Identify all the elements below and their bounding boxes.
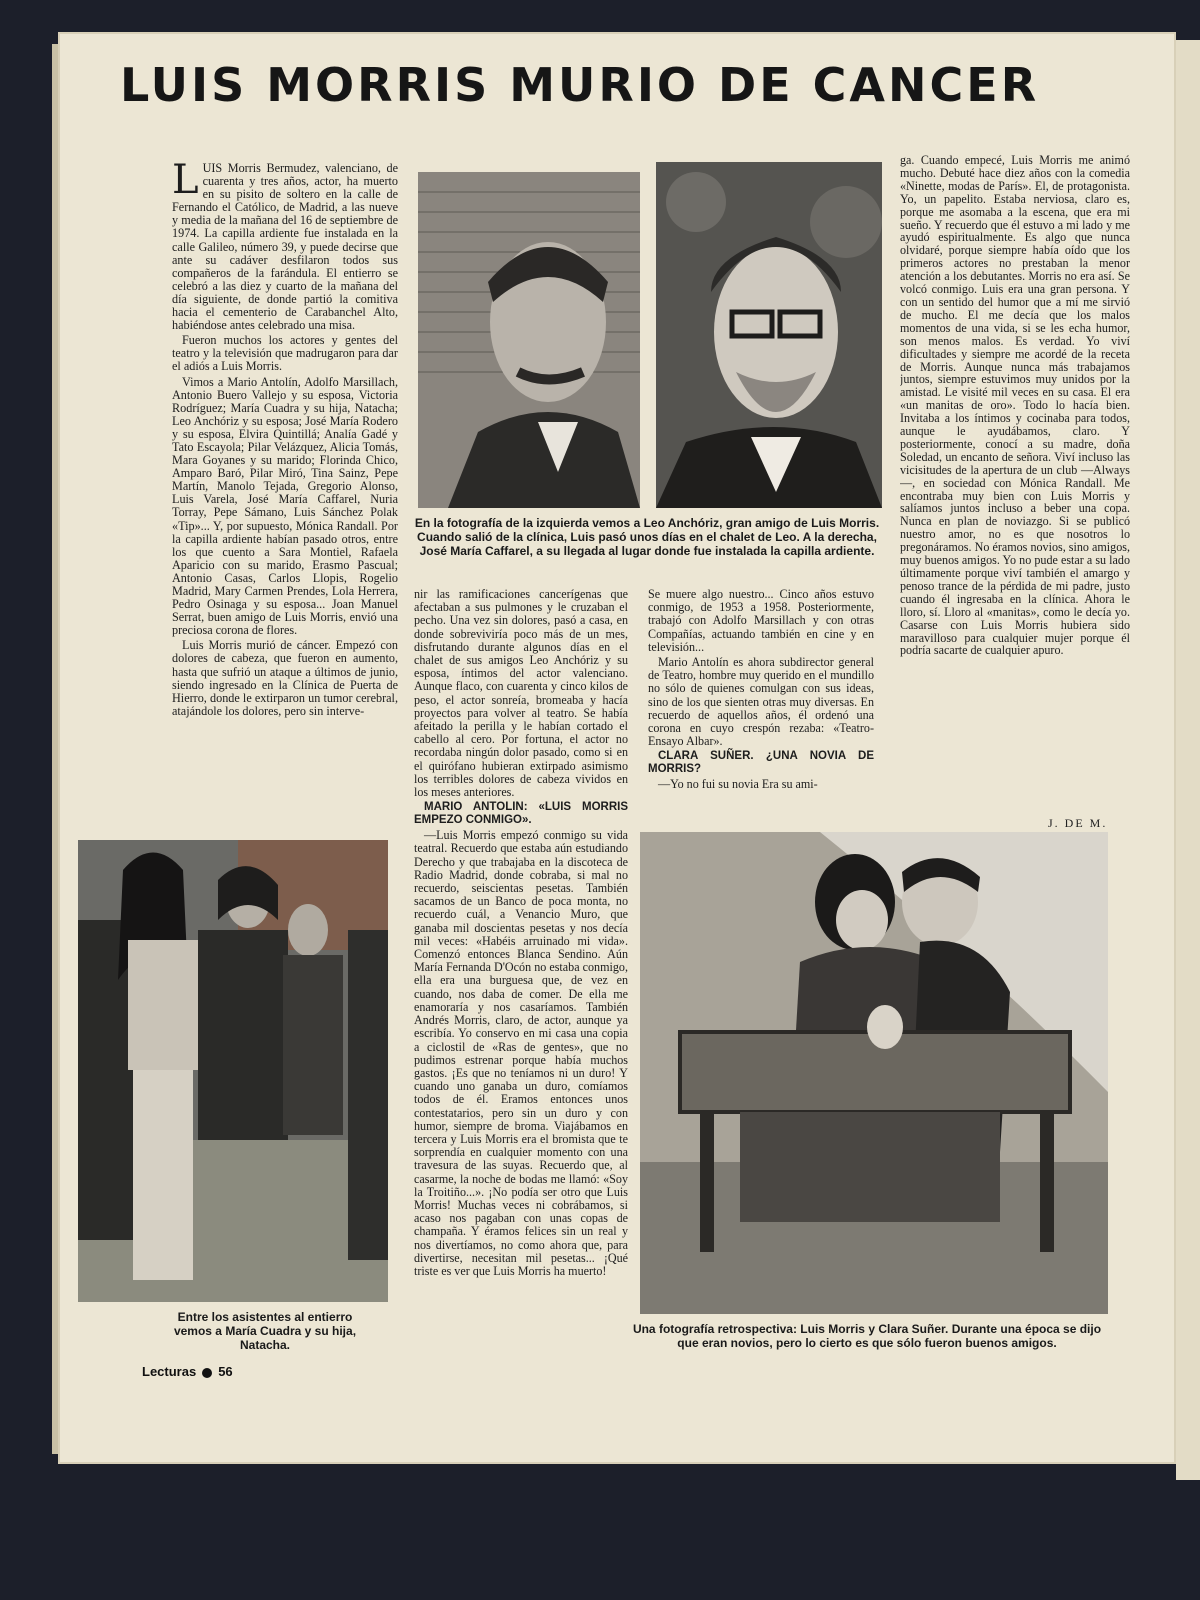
article-paragraph: Luis Morris murió de cáncer. Empezó con dolores de cabeza, que fueron en aumento, hasta que sufrió un ataque a últimos de junio, siendo ingresado en la Clínica de Puerta de Hierro, donde le extirparon un tumor cerebral, atajándole los dolores, pero sin interve- bbox=[172, 638, 398, 718]
caption-retrospective-photo: Una fotografía retrospectiva: Luis Morris y Clara Suñer. Durante una época se dijo que eran novios, pero lo cierto es que sólo fueron buenos amigos. bbox=[632, 1322, 1102, 1350]
page-number: 56 bbox=[218, 1364, 233, 1379]
photo-luis-morris-clara-suner bbox=[640, 832, 1108, 1314]
dropcap: L bbox=[172, 162, 199, 203]
article-column-2 bbox=[414, 588, 628, 1368]
subhead-clara-suner: CLARA SUÑER. ¿UNA NOVIA DE MORRIS? bbox=[648, 750, 874, 776]
article-paragraph: Fueron muchos los actores y gentes del teatro y la televisión que madrugaron para dar el adiós a Luis Morris. bbox=[172, 333, 398, 374]
headline: LUIS MORRIS MURIO DE CANCER bbox=[120, 58, 1040, 112]
caption-top-photos: En la fotografía de la izquierda vemos a Leo Anchóriz, gran amigo de Luis Morris. Cuando salió de la clínica, Luis pasó unos días en el chalet de Leo. A la derecha, José María Caffarel, a su llegada al lugar donde fue instalada la capilla ardiente. bbox=[414, 516, 880, 558]
page-footer bbox=[142, 1364, 233, 1379]
article-paragraph: —Yo no fui su novia Era su ami- bbox=[658, 777, 818, 792]
byline: J. DE M. bbox=[1048, 816, 1108, 830]
article-column-4 bbox=[900, 154, 1130, 804]
photo-jose-maria-caffarel bbox=[656, 162, 882, 508]
article-column-3 bbox=[648, 588, 874, 828]
caption-funeral-attendees: Entre los asistentes al entierro vemos a María Cuadra y su hija, Natacha. bbox=[173, 1310, 357, 1352]
article-paragraph: —Luis Morris empezó conmigo su vida teatral. Recuerdo que estaba aún estudiando Derecho y que trabajaba en la discoteca de Radio Madrid, donde cobraba, si mal no recuerdo, seiscientas pesetas. También sacamos de un Banco de poca monta, no recuerdo cuál, a Venancio Muro, que ganaba mil doscientas pesetas y nos decía mil veces: «Habéis arruinado mi vida». Comenzó entonces Blanca Sendino. Aún María Fernanda D'Ocón no estaba conmigo, ella era una burguesa que, de vez en cuando, nos daba de comer. De ella me enamoraría y nos casaríamos. También Andrés Morris, claro, de actor, aunque ya escribía. Yo conservo en mi casa una copia a ciclostil de «Ras de gentes», que no pudimos estrenar porque había muchos gastos. ¡Es que no teníamos ni un duro! Y cuando uno ganaba un duro, comíamos todos de él. Eramos entonces unos contestatarios, pero sin un duro y con humor, siempre de broma. Viajábamos en tercera y Luis Morris era el bromista que te sorprendía en cualquier momento con una travesura de las suyas. Recuerdo que, al casarme, la noche de bodas me llamó: «Soy la Troitiño...». ¡No podía ser otro que Luis Morris! Muchas veces ni cobrábamos, si acaso nos pagaban con unas copas de champaña. Y éramos felices sin un real y nos divertíamos, no como ahora que, para divertirse, necesitan mil pesetas... ¡Qué triste es ver que Luis Morris ha muerto! bbox=[414, 828, 628, 1278]
article-paragraph: Vimos a Mario Antolín, Adolfo Marsillach, Antonio Buero Vallejo y su esposa, Victoria Rodríguez; María Cuadra y su hija, Natacha; Leo Anchóriz y su esposa; José María Rodero y su esposa, Elvira Quintillá; Analía Gadé y Tato Escayola; Pilar Velázquez, Alicia Tomás, Mara Goyanes y su marido; Florinda Chico, Amparo Baró, Pilar Miró, Tina Sainz, Pepe Martín, Manolo Tejada, Gregorio Alonso, Luis Varela, José María Caffarel, Nuria Torray, Pepe Sámano, Luis Sánchez Polak «Tip»... Y, por supuesto, Mónica Randall. Por la capilla ardiente habían pasado otros, entre los que cuento a Sara Montiel, Rafaela Aparicio con su marido, Erasmo Pascual; Antonio Casas, Carlos Llopis, Rogelio Madrid, Mary Carmen Prendes, Lola Herrera, Pedro Osinaga y su esposa... Joan Manuel Serrat, buen amigo de Luis Morris, envió una preciosa corona de flores. bbox=[172, 374, 398, 638]
photo-funeral-attendees bbox=[78, 840, 388, 1302]
article-paragraph: nir las ramificaciones cancerígenas que afectaban a sus pulmones y le cruzaban el pecho. Una vez sin dolores, pasó a casa, en donde sobreviviría poco más de un mes, disfrutando durante algunos días en el chalet de sus amigos Leo Anchóriz y su esposa, íntimos del actor valenciano. Aunque flaco, con cuarenta y cinco kilos de peso, el actor sonreía, bromeaba y hacía proyectos para volver al teatro. Se había afeitado la perilla y le habían cortado el cabello al cero. Por fortuna, el actor no recordaba ningún dolor pasado, como si en el quirófano hubieran extirpado asimismo los terribles dolores de cabeza vividos en los meses anteriores. bbox=[414, 588, 628, 800]
paragraph-text: UIS Morris Bermudez, valenciano, de cuarenta y tres años, actor, ha muerto en su pisito de soltero en la calle de Fernando el Católico, de Madrid, a las nueve y media de la mañana del 16 de septiembre de 1974. La capilla ardiente fue instalada en la calle Galileo, número 39, y puede decirse que ante su cadáver desfilaron todos sus compañeros de la farándula. El entierro se celebró a las diez y cuarto de la mañana del día siguiente, de donde partió la comitiva hacia el cementerio de Carabanchel Alto, habiéndose antes celebrado una misa. bbox=[172, 162, 398, 333]
facing-page-edge bbox=[1176, 40, 1200, 1480]
subhead-mario-antolin: MARIO ANTOLIN: «LUIS MORRIS EMPEZO CONMIGO». bbox=[414, 801, 628, 827]
article-paragraph bbox=[172, 162, 398, 332]
magazine-name: Lecturas bbox=[142, 1364, 197, 1379]
photo-leo-anchoriz bbox=[418, 172, 640, 508]
article-column-1 bbox=[172, 162, 398, 830]
article-paragraph: ga. Cuando empecé, Luis Morris me animó mucho. Debuté hace diez años con la comedia «Ninette, modas de París». El, de protagonista. Yo, un papelito. Estaba nerviosa, claro es, porque me asomaba a la escena, que era mi sueño. Y recuerdo que él estuvo a mi lado y me ayudó espiritualmente. Es algo que nunca olvidaré, porque siempre había oído que los primeros actores no prestaban la menor atención a los debutantes. Morris no era así. Se volcó conmigo. Luis era una gran persona. Y con un sentido del humor que a mí me sirvió de mucho. El me decía que los malos momentos de una vida, si se les echa humor, son menos malos. Es verdad. Yo viví dificultades y siempre me acordé de la receta de Morris. Aunque nunca más trabajamos juntos, siempre estuvimos muy unidos por la amistad. Le visité mil veces en su casa. El era «un manitas de oro». Todo lo hacía bien. Invitaba a los íntimos y cocinaba para todos, aunque le ayudábamos, claro. Y posteriormente, conocí a su madre, doña Soledad, un encanto de señora. Viví incluso las vicisitudes de la apertura de un club —Always—, en sociedad con Mónica Randall. Me encontraba muy bien con Luis Morris y salíamos juntos incluso a beber una copa. Nunca en plan de noviazgo. Si se publicó nuestro amor, no es que nosotros lo pregonáramos. No éramos novios, sino amigos, muy buenos amigos. Yo no pude estar a su lado últimamente porque viví también el amargo y penoso trance de la pérdida de mi padre, justo cuando él ingresaba en la clínica. Ahora le lloro, sí. Lloro al «manitas», como le decía yo. Casarse con Luis Morris hubiera sido maravilloso para cualquier mujer porque él podría sacarte de cualquier apuro. bbox=[900, 154, 1130, 658]
article-paragraph: Mario Antolín es ahora subdirector general de Teatro, hombre muy querido en el mundillo no sólo de quienes comulgan con sus ideas, sino de los que sienten otras muy diversas. En recuerdo de aquellos años, él ordenó una corona en cuyo crespón rezaba: «Teatro-Ensayo Albar». bbox=[648, 655, 874, 749]
article-paragraph: Se muere algo nuestro... Cinco años estuvo conmigo, de 1953 a 1958. Posteriormente, trabajó con Adolfo Marsillach y con otras Compañías, actuando también en cine y en televisión... bbox=[648, 588, 874, 654]
bullet-icon bbox=[202, 1368, 212, 1378]
